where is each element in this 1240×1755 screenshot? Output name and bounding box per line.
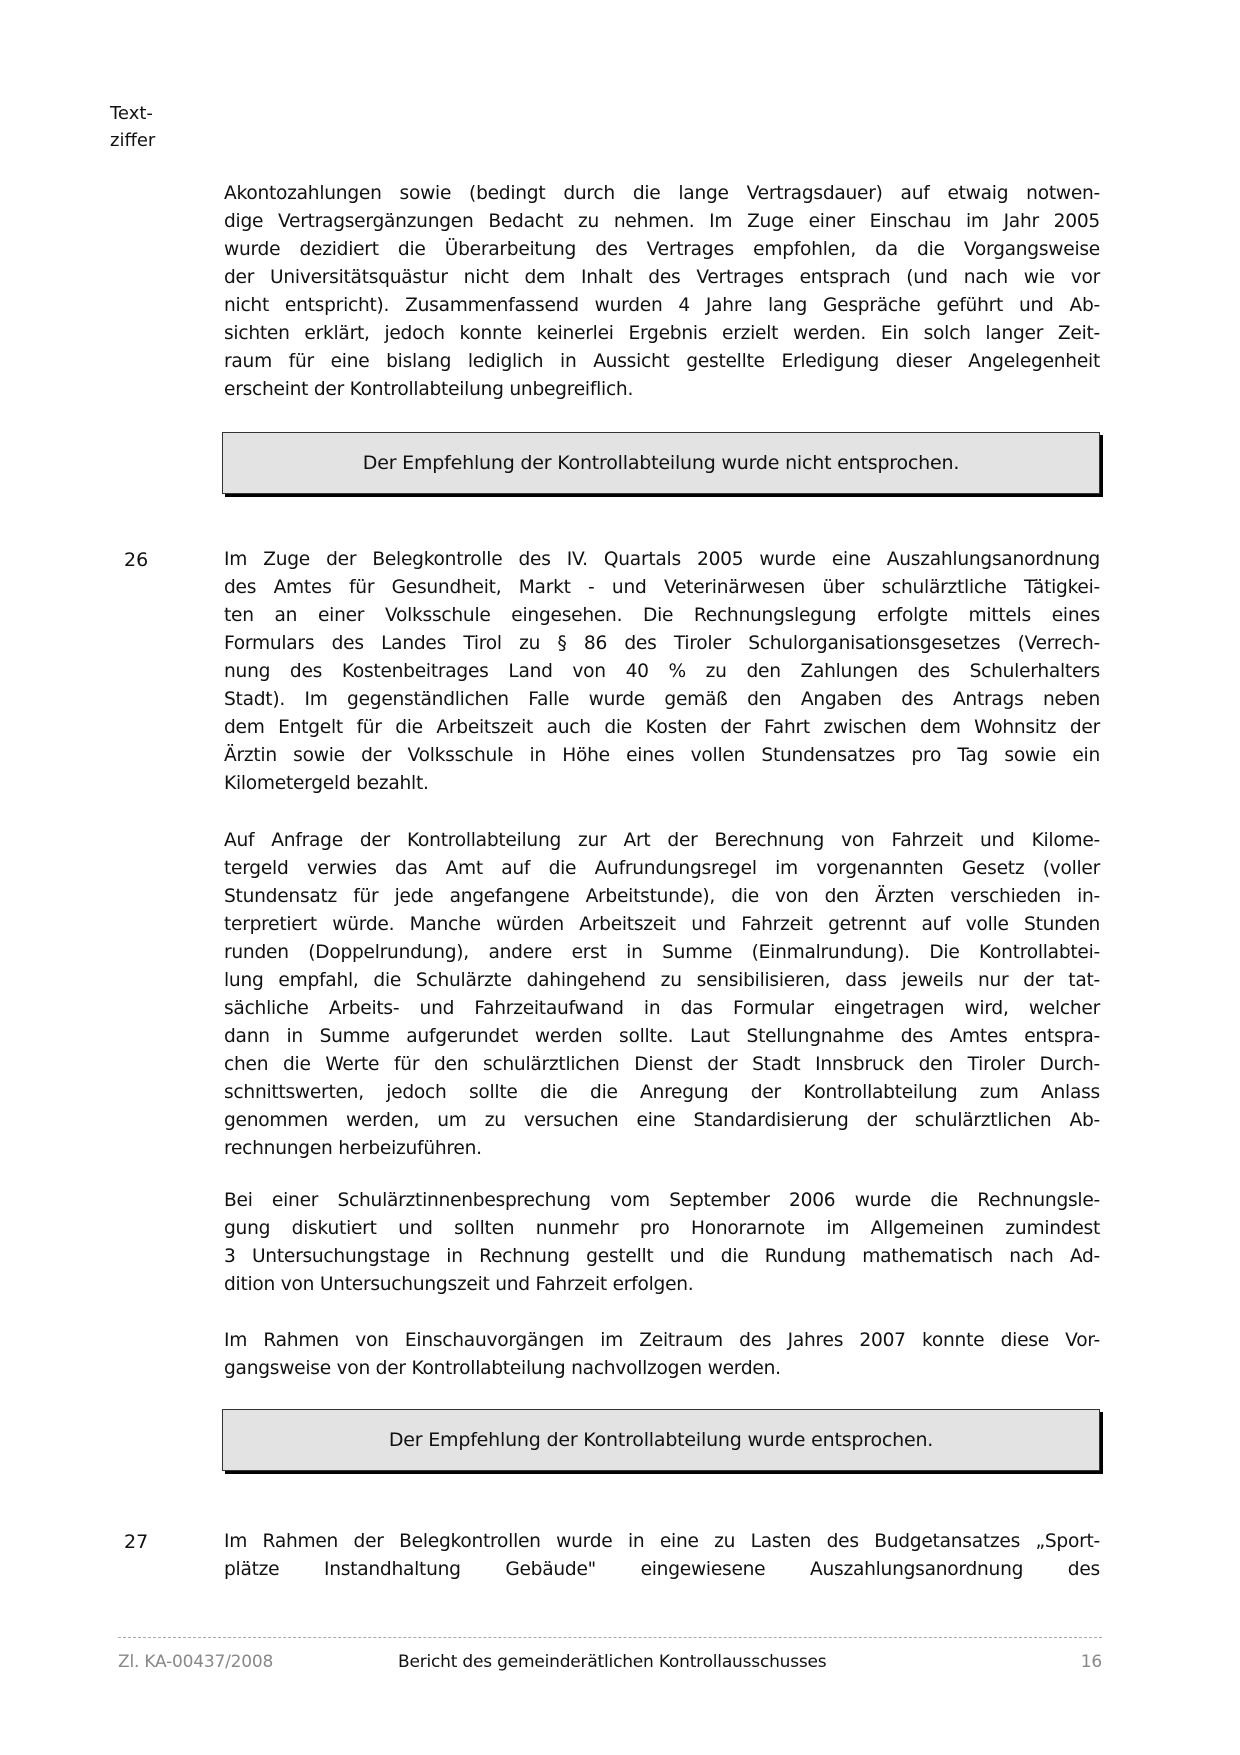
text-line: dition von Untersuchungszeit und Fahrzeit erfolgen. (224, 1274, 694, 1295)
text-line: Kilometergeld bezahlt. (224, 773, 429, 794)
footer-title: Bericht des gemeinderätlichen Kontrollausschusses (398, 1652, 827, 1672)
text-line: Auf Anfrage der Kontrollabteilung zur Art der Berechnung von Fahrzeit und Kilome- (224, 830, 1100, 851)
text-line: chen die Werte für den schulärztlichen Dienst der Stadt Innsbruck den Tiroler Durch- (224, 1054, 1100, 1075)
text-line: gung diskutiert und sollten nunmehr pro Honorarnote im Allgemeinen zumindest (224, 1218, 1100, 1239)
text-line: runden (Doppelrundung), andere erst in Summe (Einmalrundung). Die Kontrollabtei- (224, 942, 1100, 963)
text-line: dem Entgelt für die Arbeitszeit auch die Kosten der Fahrt zwischen dem Wohnsitz der (224, 717, 1100, 738)
paragraph-26-inquiry (224, 827, 1100, 1163)
text-line: raum für eine bislang lediglich in Aussicht gestellte Erledigung dieser Angelegenheit (224, 351, 1100, 372)
text-line: Ärztin sowie der Volksschule in Höhe eines vollen Stundensatzes pro Tag sowie ein (224, 745, 1100, 766)
paragraph-26 (224, 546, 1100, 798)
text-line: nicht entspricht). Zusammenfassend wurden 4 Jahre lang Gespräche geführt und Ab- (224, 295, 1100, 316)
footer-divider (118, 1637, 1102, 1638)
page-number: 16 (1080, 1652, 1102, 1672)
text-line: des Amtes für Gesundheit, Markt - und Veterinärwesen über schulärztliche Tätigkei- (224, 577, 1100, 598)
text-line: Bei einer Schulärztinnenbesprechung vom September 2006 wurde die Rechnungsle- (224, 1190, 1100, 1211)
text-line: ten an einer Volksschule eingesehen. Die Rechnungslegung erfolgte mittels eines (224, 605, 1100, 626)
paragraph-number-27: 27 (124, 1531, 149, 1553)
text-line: Im Zuge der Belegkontrolle des IV. Quartals 2005 wurde eine Auszahlungsanordnung (224, 549, 1100, 570)
text-line: terpretiert würde. Manche würden Arbeitszeit und Fahrzeit getrennt auf volle Stunden (224, 914, 1100, 935)
text-line: dige Vertragsergänzungen Bedacht zu nehmen. Im Zuge einer Einschau im Jahr 2005 (224, 211, 1100, 232)
text-line: Akontozahlungen sowie (bedingt durch die lange Vertragsdauer) auf etwaig notwen- (224, 183, 1100, 204)
text-line: plätze Instandhaltung Gebäude" eingewiesene Auszahlungsanordnung des (224, 1559, 1100, 1580)
text-line: erscheint der Kontrollabteilung unbegreiflich. (224, 379, 634, 400)
paragraph-26-meeting (224, 1187, 1100, 1299)
footer-reference: Zl. KA-00437/2008 (118, 1652, 274, 1672)
text-line: Im Rahmen von Einschauvorgängen im Zeitraum des Jahres 2007 konnte diese Vor- (224, 1330, 1100, 1351)
text-line: dann in Summe aufgerundet werden sollte. Laut Stellungnahme des Amtes entspra- (224, 1026, 1100, 1047)
text-line: sichten erklärt, jedoch konnte keinerlei Ergebnis erzielt werden. Ein solch langer Zeit- (224, 323, 1100, 344)
text-line: gangsweise von der Kontrollabteilung nachvollzogen werden. (224, 1358, 781, 1379)
paragraph-26-followup (224, 1327, 1100, 1383)
text-line: der Universitätsquästur nicht dem Inhalt des Vertrages entsprach (und nach wie vor (224, 267, 1100, 288)
text-line: rechnungen herbeizuführen. (224, 1138, 482, 1159)
textziffer-label (110, 100, 155, 154)
recommendation-followed-box: Der Empfehlung der Kontrollabteilung wurde entsprochen. (222, 1409, 1100, 1471)
recommendation-not-followed-box: Der Empfehlung der Kontrollabteilung wurde nicht entsprochen. (222, 432, 1100, 494)
text-line: Formulars des Landes Tirol zu § 86 des Tiroler Schulorganisationsgesetzes (Verrech- (224, 633, 1100, 654)
text-line: nung des Kostenbeitrages Land von 40 % zu den Zahlungen des Schulerhalters (224, 661, 1100, 682)
paragraph-27 (224, 1528, 1100, 1584)
text-line: wurde dezidiert die Überarbeitung des Vertrages empfohlen, da die Vorgangsweise (224, 239, 1100, 260)
textziffer-label-line2: ziffer (110, 130, 156, 151)
paragraph-number-26: 26 (124, 549, 149, 571)
paragraph-intro (224, 180, 1100, 404)
text-line: 3 Untersuchungstage in Rechnung gestellt und die Rundung mathematisch nach Ad- (224, 1246, 1100, 1267)
text-line: Stadt). Im gegenständlichen Falle wurde gemäß den Angaben des Antrags neben (224, 689, 1100, 710)
text-line: lung empfahl, die Schulärzte dahingehend zu sensibilisieren, dass jeweils nur der tat- (224, 970, 1100, 991)
text-line: sächliche Arbeits- und Fahrzeitaufwand in das Formular eingetragen wird, welcher (224, 998, 1100, 1019)
textziffer-label-line1: Text- (110, 103, 153, 124)
text-line: genommen werden, um zu versuchen eine Standardisierung der schulärztlichen Ab- (224, 1110, 1100, 1131)
text-line: schnittswerten, jedoch sollte die die Anregung der Kontrollabteilung zum Anlass (224, 1082, 1100, 1103)
text-line: Stundensatz für jede angefangene Arbeitstunde), die von den Ärzten verschieden in- (224, 886, 1100, 907)
text-line: Im Rahmen der Belegkontrollen wurde in eine zu Lasten des Budgetansatzes „Sport- (224, 1531, 1100, 1552)
text-line: tergeld verwies das Amt auf die Aufrundungsregel im vorgenannten Gesetz (voller (224, 858, 1100, 879)
